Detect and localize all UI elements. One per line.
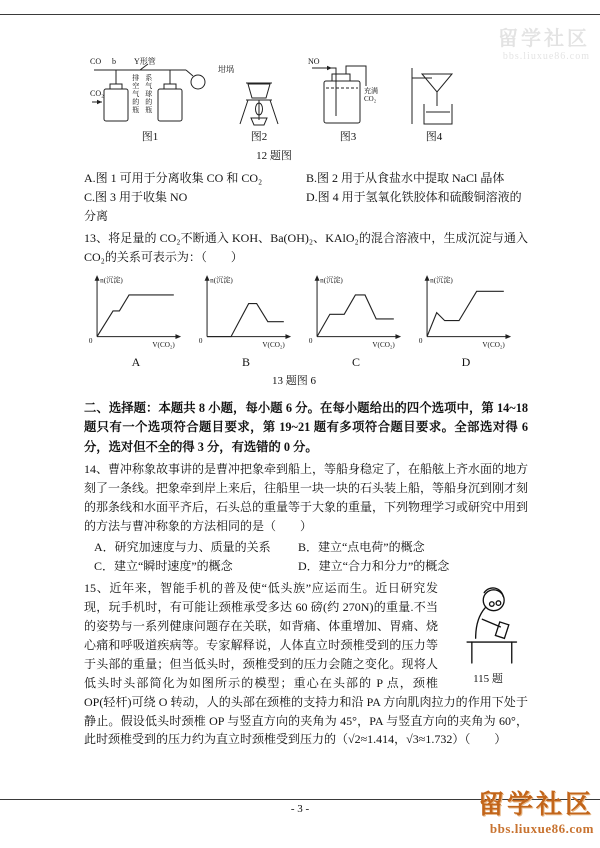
q14-stem: 14、曹冲称象故事讲的是曹冲把象牵到船上，等船身稳定了，在船舷上齐水面的地方刻了一条线。把象牵到岸上来后，往船里一块一块的石头装上船，等船身沉到刚才刻的那条线和水面平齐后，石头总的重量等于大象的重量，下列物理学习或研究中用到的方法与曹冲称象的方法相同的是（ ）	[84, 462, 529, 533]
q14-options-row-1	[84, 538, 528, 557]
graph-xlabel: V(CO₂)	[262, 340, 285, 349]
fig3-fill-label: 充满CO₂	[364, 87, 378, 103]
q13-graph-a	[84, 271, 188, 372]
graph-curve	[317, 295, 394, 337]
q12-option-b: B.图 2 用于从食盐水中提取 NaCl 晶体	[306, 170, 505, 185]
top-rule	[0, 14, 600, 15]
q12-figure-caption: 12 题图	[256, 150, 292, 163]
q12-option-d: D.图 4 用于氢氧化铁胶体和硫酸铜溶液的分离	[84, 189, 522, 223]
graph-ylabel: n(沉淀)	[430, 275, 453, 284]
q14-option-b: B．建立“点电荷”的概念	[297, 539, 425, 554]
q13-graph-b	[194, 271, 298, 372]
q14-options-row-2	[84, 557, 528, 576]
person-looking-at-phone-illustration	[450, 581, 526, 667]
q12-figure-2	[218, 62, 294, 146]
q13-graph-c	[304, 271, 408, 372]
q12-figure-4	[402, 62, 466, 146]
fig1-co-label: CO	[90, 57, 102, 66]
q14-option-a: A．研究加速度与力、质量的关系	[94, 539, 271, 554]
fig1-bottle2-label: 系气球的瓶	[144, 74, 153, 114]
graph-origin: 0	[198, 336, 203, 345]
q13-graph-d-letter: D	[461, 354, 471, 369]
graph-curve	[427, 291, 504, 336]
fig1-ytube-label: Y形管	[134, 57, 156, 66]
q13-stem: 13、将足量的 CO₂不断通入 KOH、Ba(OH)₂、KAlO₂的混合溶液中，生成沉淀与通入 CO₂的关系可表示为：（ ）	[84, 230, 528, 264]
fig1-co2-label: CO₂	[90, 89, 104, 98]
q12-figure-1	[90, 57, 210, 146]
fig4-caption: 图4	[425, 131, 443, 143]
fig1-bottle1-label: 排空气的瓶	[131, 74, 140, 114]
watermark-bottom-brand: 留学社区	[477, 790, 594, 819]
q12-option-c: C.图 3 用于收集 NO	[84, 189, 188, 204]
watermark-bottom	[478, 784, 594, 837]
q12-figure-row	[90, 57, 528, 146]
q13-figure-caption: 13 题图 6	[272, 375, 316, 388]
q14-option-c: C．建立“瞬时速度”的概念	[94, 558, 233, 573]
watermark-top-brand: 留学社区	[498, 28, 590, 50]
page-number: - 3 -	[290, 803, 310, 815]
fig1-caption: 图1	[141, 131, 159, 143]
apparatus-crucible-diagram	[224, 62, 294, 128]
graph-xlabel: V(CO₂)	[482, 340, 505, 349]
q13-graph-b-letter: B	[241, 354, 250, 369]
fig2-crucible-label: 坩埚	[218, 65, 234, 74]
graph-ylabel: n(沉淀)	[320, 275, 343, 284]
fig2-caption: 图2	[250, 131, 268, 143]
apparatus-filtration-diagram	[402, 62, 466, 128]
graph-curve	[97, 295, 174, 337]
graph-xlabel: V(CO₂)	[372, 340, 395, 349]
q12-options-row-1	[84, 169, 528, 188]
q15-stem: 15、近年来，智能手机的普及使“低头族”应运而生。近日研究发现，玩手机时，有可能让颈椎承受多达 60 磅(约 270N)的重量.不当的姿势与一系列健康问题存在关联，如背痛、体重增加、胃痛、烧心痛和呼吸道疾病等。专家解释说，人体直立时颈椎受到的压力等于头部的重量；但当低头时，颈椎受到的压力会随之变化。现将人低头时头部简化为如图所示的模型；重心在头部的 P 点，颈椎 OP(轻杆)可绕 O 转动，人的头部在颈椎的支持力和沿 PA 方向肌肉拉力的作用下处于静止。假设低头时颈椎 OP 与竖直方向的夹角为 45°，PA 与竖直方向的夹角为 60°，此时颈椎受到的压力约为直立时颈椎受到压力的（√2≈1.414，√3≈1.732）（ ）	[84, 580, 528, 747]
page-content	[84, 56, 528, 751]
q13-graph-a-letter: A	[131, 354, 141, 369]
q14-option-d: D．建立“合力和分力”的概念	[297, 558, 450, 573]
graph-ylabel: n(沉淀)	[100, 275, 123, 284]
watermark-bottom-url: bbs.liuxue86.com	[489, 821, 594, 836]
q12-options-row-2	[84, 188, 528, 226]
q13-graph-d	[414, 271, 518, 372]
section2-header: 二、选择题：本题共 8 小题，每小题 6 分。在每小题给出的四个选项中，第 14~18 题只有一个选项符合题目要求，第 19~21 题有多项符合题目要求。全部选对得 6 分，选对但不全的得 3 分，有选错的 0 分。	[84, 400, 528, 454]
q13-graph-row	[84, 271, 528, 372]
q12-option-a: A.图 1 可用于分离收集 CO 和 CO₂	[84, 170, 263, 185]
q13-graph-c-letter: C	[351, 354, 360, 369]
fig1-b-label: b	[112, 57, 116, 66]
q15-figure	[448, 581, 528, 688]
q15-block	[84, 579, 528, 750]
graph-xlabel: V(CO₂)	[152, 340, 175, 349]
watermark-top-url: bbs.liuxue86.com	[502, 51, 590, 62]
graph-curve	[207, 303, 284, 336]
graph-origin: 0	[88, 336, 93, 345]
graph-ylabel: n(沉淀)	[210, 275, 233, 284]
graph-origin: 0	[308, 336, 313, 345]
fig3-caption: 图3	[339, 131, 357, 143]
fig3-no-label: NO	[308, 57, 320, 66]
q12-figure-3	[308, 57, 388, 146]
q15-figure-caption: 115 题	[473, 672, 503, 685]
graph-origin: 0	[418, 336, 423, 345]
